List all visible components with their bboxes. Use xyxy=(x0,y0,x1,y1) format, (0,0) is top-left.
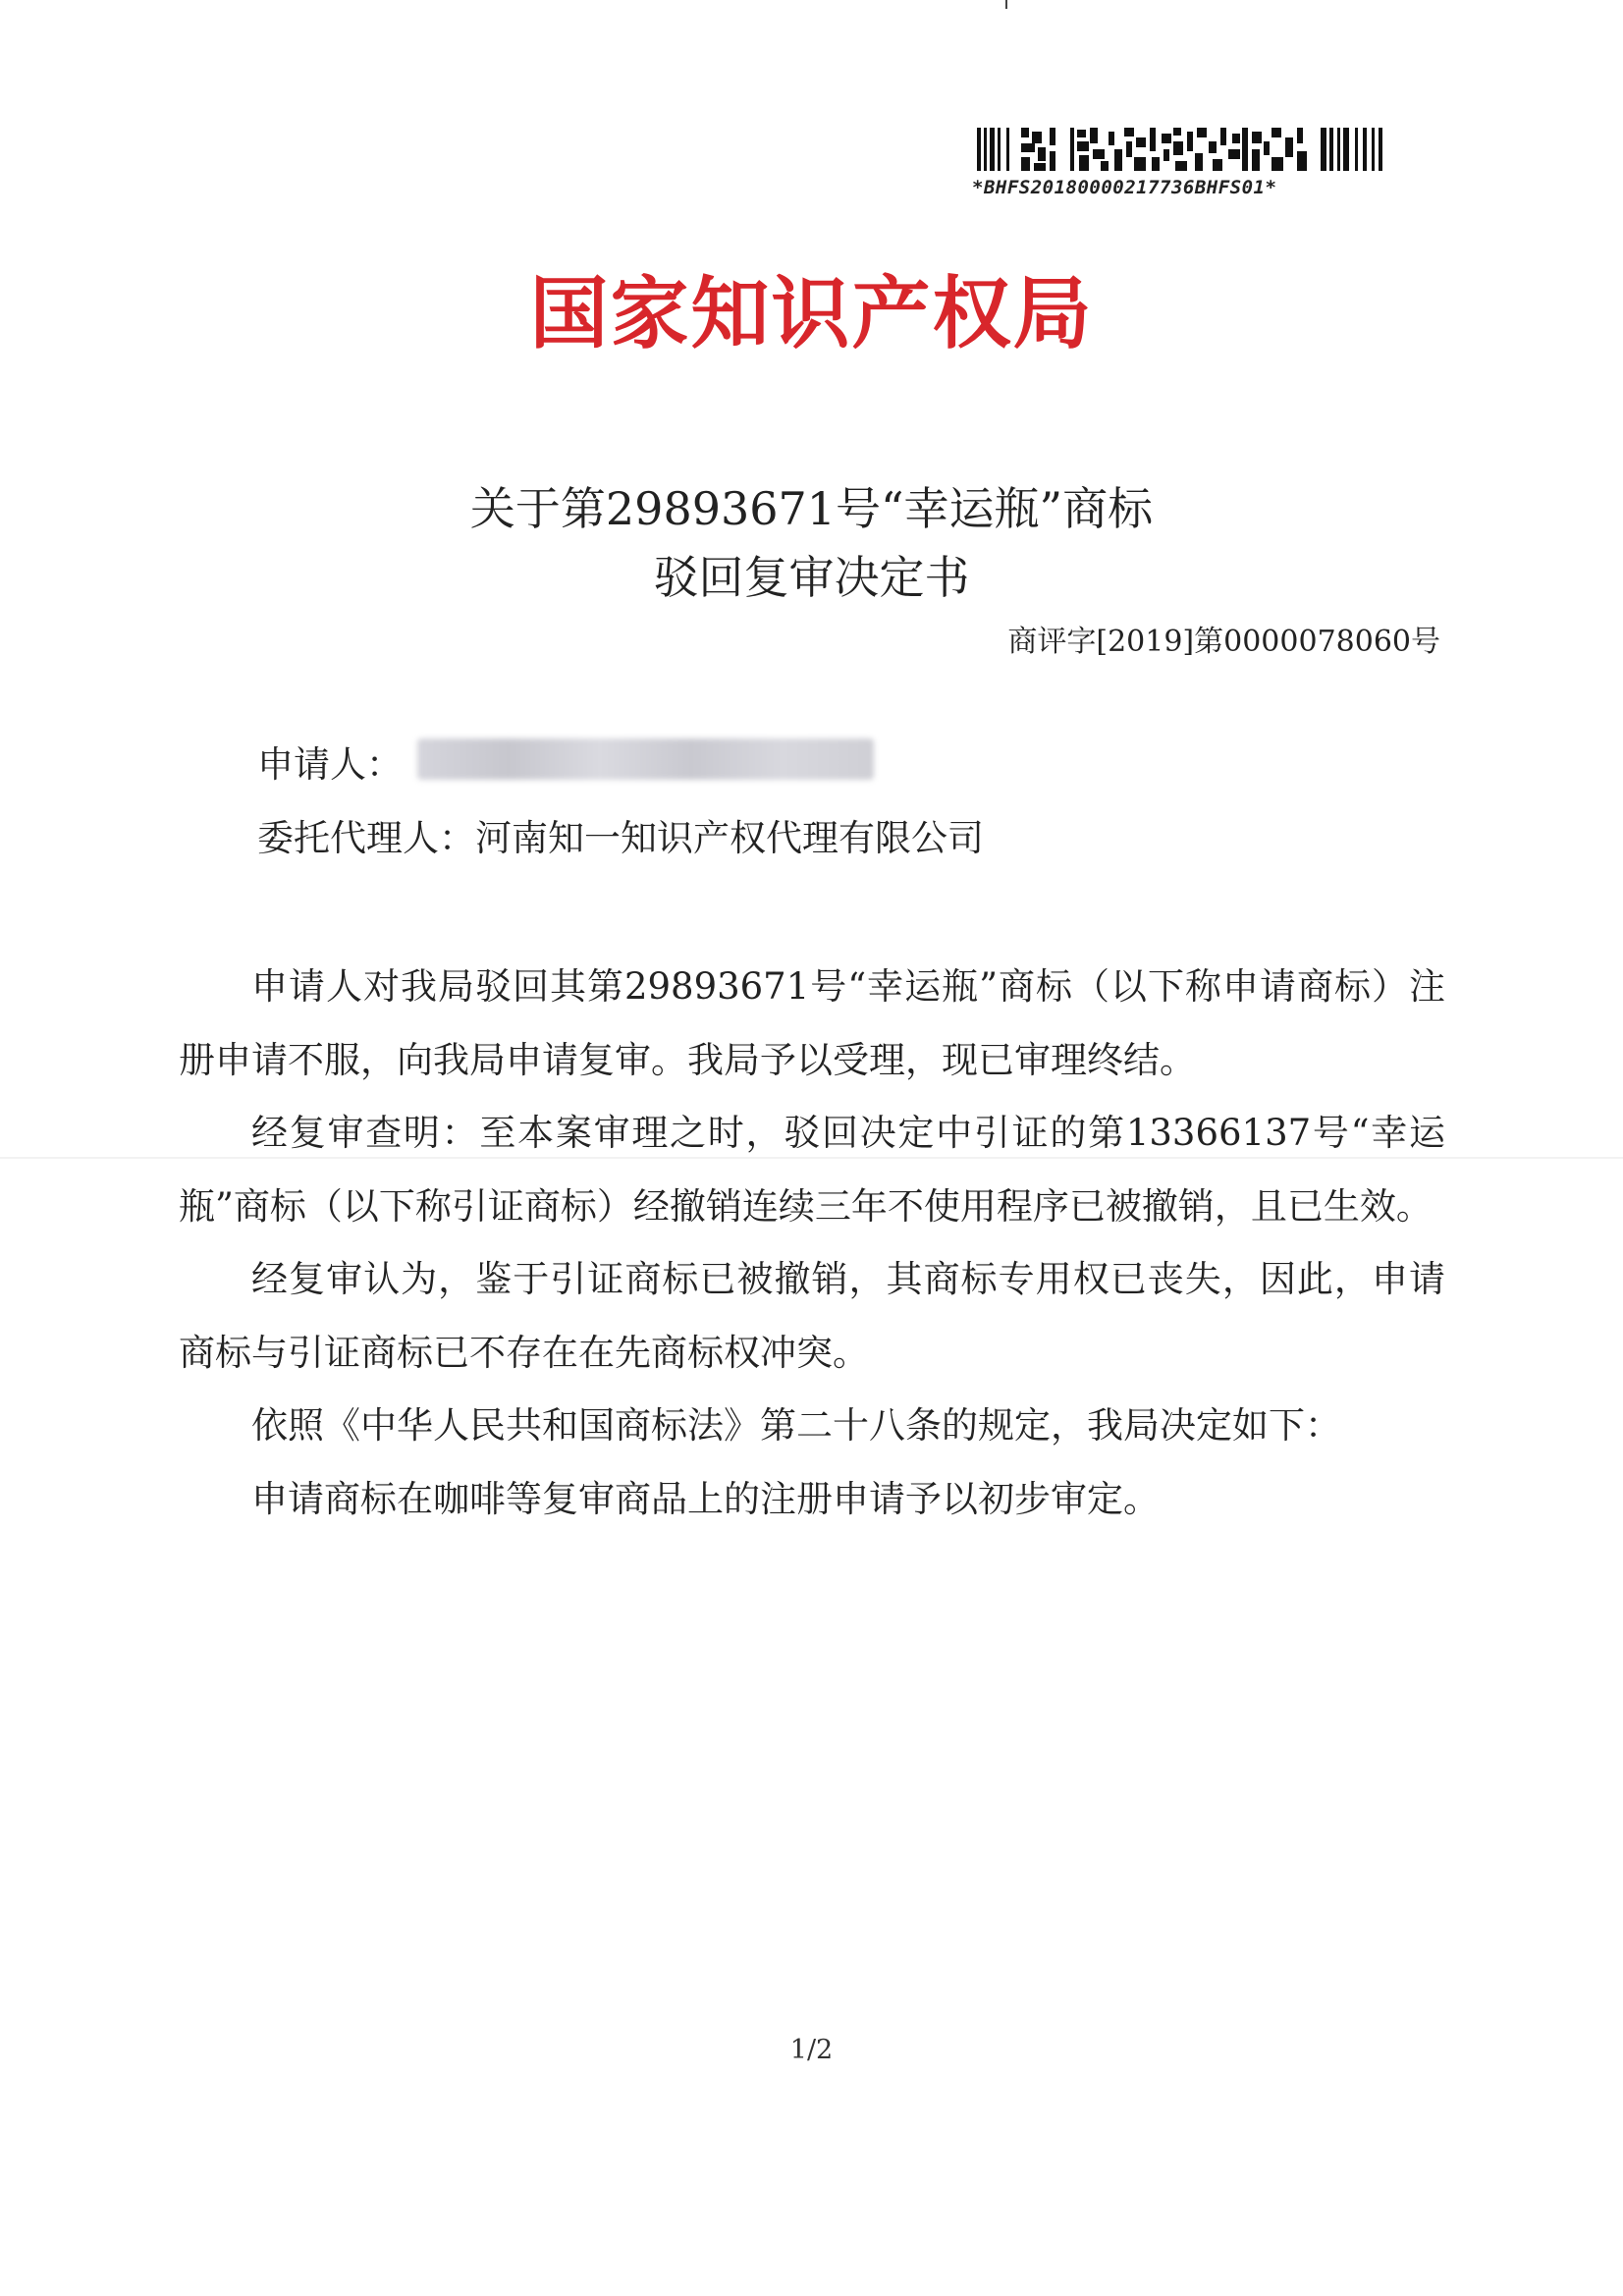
document-title-line-1: 关于第29893671号“幸运瓶”商标 xyxy=(469,482,1154,535)
agent-name: 河南知一知识产权代理有限公司 xyxy=(475,817,984,859)
barcode-number: *BHFS20180000217736BHFS01* xyxy=(972,177,1277,198)
agent-label: 委托代理人： xyxy=(257,817,475,859)
agent-field xyxy=(257,808,984,861)
document-number: 商评字[2019]第0000078060号 xyxy=(1007,625,1440,659)
scan-mark xyxy=(1005,0,1007,9)
body-paragraph: 申请人对我局驳回其第29893671号“幸运瓶”商标（以下称申请商标）注册申请不服，向我局申请复审。我局予以受理，现已审理终结。 xyxy=(179,965,1445,1081)
body-paragraph: 依照《中华人民共和国商标法》第二十八条的规定，我局决定如下： xyxy=(251,1404,1341,1447)
applicant-label: 申请人： xyxy=(257,743,403,786)
office-name: 国家知识产权局 xyxy=(529,268,1094,359)
barcode xyxy=(977,128,1384,171)
scan-artifact xyxy=(0,1157,1623,1159)
body-paragraph: 经复审认为，鉴于引证商标已被撤销，其商标专用权已丧失，因此，申请商标与引证商标已不存在在先商标权冲突。 xyxy=(179,1258,1445,1374)
decision-body xyxy=(179,951,1445,1536)
body-paragraph: 申请商标在咖啡等复审商品上的注册申请予以初步审定。 xyxy=(251,1477,1160,1520)
body-paragraph: 经复审查明：至本案审理之时，驳回决定中引证的第13366137号“幸运瓶”商标（以下称引证商标）经撤销连续三年不使用程序已被撤销，且已生效。 xyxy=(179,1112,1445,1228)
redacted-applicant-name xyxy=(417,738,874,780)
document-title-line-2: 驳回复审决定书 xyxy=(653,551,970,604)
page-number: 1/2 xyxy=(789,2035,834,2065)
